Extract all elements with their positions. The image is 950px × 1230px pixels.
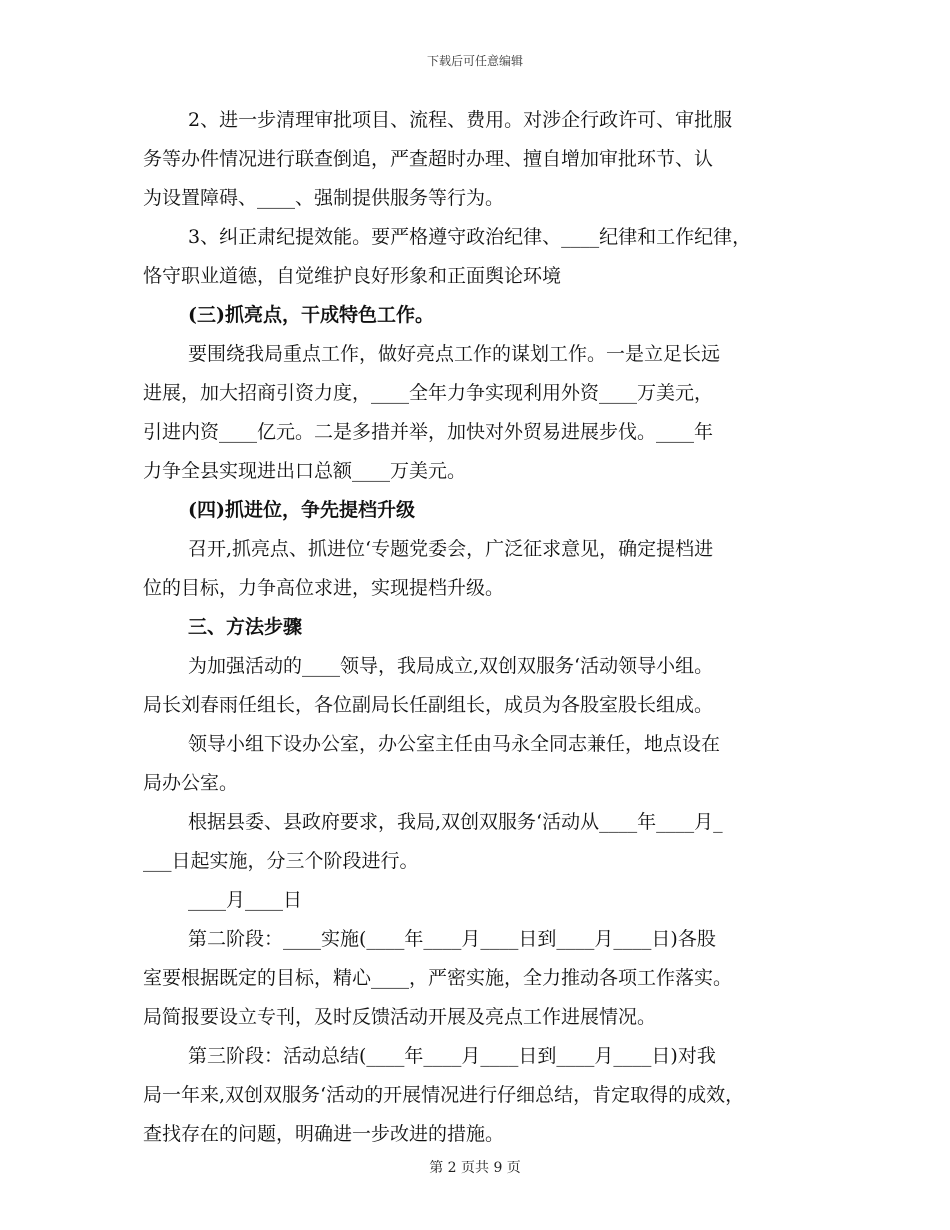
page-header: 下载后可任意编辑 <box>426 54 523 68</box>
paragraph-line: 第三阶段：活动总结(____年____月____日到____月____日)对我 <box>188 1045 716 1067</box>
paragraph-line: 2、进一步清理审批项目、流程、费用。对涉企行政许可、审批服 <box>188 109 733 131</box>
paragraph-line: 进展，加大招商引资力度，____全年力争实现利用外资____万美元， <box>143 382 714 404</box>
paragraph-line: 恪守职业道德，自觉维护良好形象和正面舆论环境 <box>143 265 562 287</box>
paragraph-line: 位的目标，力争高位求进，实现提档升级。 <box>143 577 505 599</box>
paragraph-line: 召开,抓亮点、抓进位‘专题党委会，广泛征求意见，确定提档进 <box>188 538 714 560</box>
paragraph-line: 务等办件情况进行联查倒追，严查超时办理、擅自增加审批环节、认 <box>143 148 714 170</box>
paragraph-line: 根据县委、县政府要求，我局,双创双服务‘活动从____年____月_ <box>188 811 723 833</box>
paragraph-line: ___日起实施，分三个阶段进行。 <box>143 850 419 872</box>
paragraph-line: 为加强活动的____领导，我局成立,双创双服务‘活动领导小组。 <box>188 655 714 677</box>
paragraph-line: 力争全县实现进出口总额____万美元。 <box>143 460 467 482</box>
paragraph-line: ____月____日 <box>188 889 303 911</box>
section-heading: (三)抓亮点，干成特色工作。 <box>188 304 434 326</box>
paragraph-line: 局办公室。 <box>143 772 239 794</box>
section-heading: 三、方法步骤 <box>188 616 303 638</box>
paragraph-line: 为设置障碍、____、强制提供服务等行为。 <box>143 187 505 209</box>
paragraph-line: 局长刘春雨任组长，各位副局长任副组长，成员为各股室股长组成。 <box>143 694 714 716</box>
paragraph-line: 3、纠正肃纪提效能。要严格遵守政治纪律、____纪律和工作纪律， <box>188 226 752 248</box>
section-heading: (四)抓进位，争先提档升级 <box>188 499 415 521</box>
page-number: 第 2 页共 9 页 <box>429 1160 521 1176</box>
paragraph-line: 查找存在的问题，明确进一步改进的措施。 <box>143 1123 505 1145</box>
paragraph-line: 第二阶段：____实施(____年____月____日到____月____日)各股 <box>188 928 716 950</box>
paragraph-line: 局一年来,双创双服务‘活动的开展情况进行仔细总结，肯定取得的成效， <box>143 1084 745 1106</box>
paragraph-line: 室要根据既定的目标，精心____，严密实施，全力推动各项工作落实。 <box>143 967 733 989</box>
paragraph-line: 领导小组下设办公室，办公室主任由马永全同志兼任，地点设在 <box>188 733 721 755</box>
paragraph-line: 要围绕我局重点工作，做好亮点工作的谋划工作。一是立足长远 <box>188 343 721 365</box>
paragraph-line: 局简报要设立专刊，及时反馈活动开展及亮点工作进展情况。 <box>143 1006 657 1028</box>
paragraph-line: 引进内资____亿元。二是多措并举，加快对外贸易进展步伐。____年 <box>143 421 714 443</box>
